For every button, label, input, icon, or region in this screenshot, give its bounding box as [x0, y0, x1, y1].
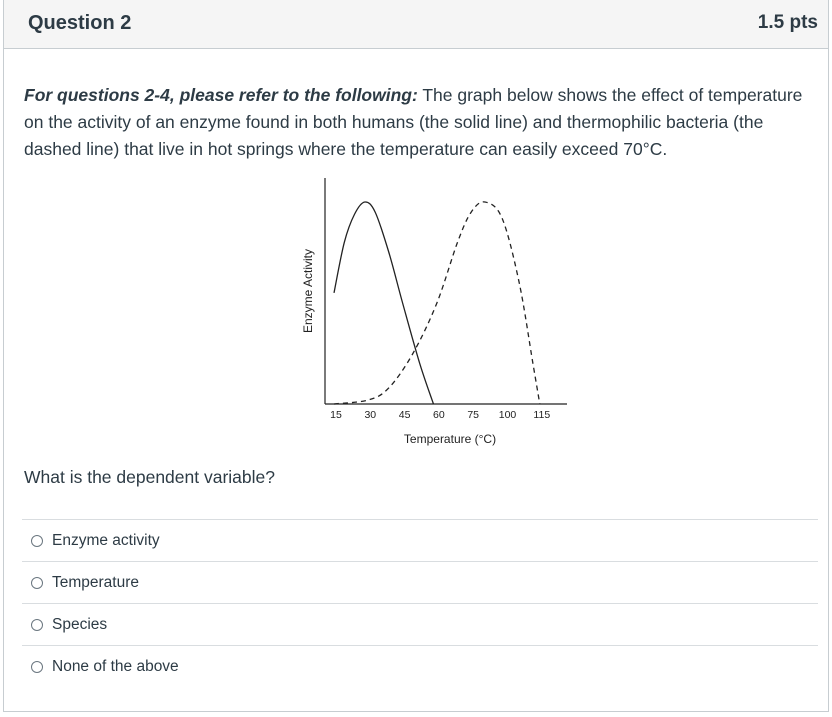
x-tick-label: 75 [467, 409, 480, 421]
x-tick-label: 45 [398, 409, 411, 421]
radio-button[interactable] [31, 619, 43, 631]
x-axis-label: Temperature (°C) [403, 432, 497, 446]
radio-button[interactable] [31, 535, 43, 547]
human-enzyme-curve [334, 202, 433, 404]
answer-option-temperature[interactable] [22, 561, 818, 603]
answer-option-enzyme-activity[interactable] [22, 519, 818, 561]
x-tick-label: 115 [533, 409, 551, 421]
question-points: 1.5 pts [757, 12, 818, 33]
prompt-text: The graph below shows the effect of temperature on the activity of an enzyme found in both humans (the solid line) and thermophilic bacteria (the dashed line) that live in hot springs where the temperature can easily exceed 70°C. [24, 85, 803, 159]
y-axis-label: Enzyme Activity [301, 248, 315, 334]
question-prompt [24, 82, 814, 163]
question-stem: What is the dependent variable? [24, 467, 275, 487]
answer-label: Temperature [52, 573, 140, 591]
question-header [4, 0, 828, 49]
answer-option-none[interactable] [22, 645, 818, 687]
enzyme-activity-graph [0, 172, 832, 462]
x-tick-label: 15 [330, 409, 342, 421]
prompt-lead: For questions 2-4, please refer to the following: [24, 85, 418, 105]
radio-button[interactable] [31, 577, 43, 589]
x-tick-label: 60 [433, 409, 445, 421]
question-title: Question 2 [28, 12, 132, 34]
answer-list [22, 519, 818, 687]
radio-button[interactable] [31, 661, 43, 673]
x-tick-labels [330, 409, 550, 421]
x-tick-label: 100 [498, 409, 517, 421]
x-tick-label: 30 [364, 409, 377, 421]
answer-label: None of the above [52, 657, 179, 675]
answer-option-species[interactable] [22, 603, 818, 645]
bacteria-enzyme-curve [334, 202, 540, 404]
answer-label: Species [52, 615, 108, 633]
answer-label: Enzyme activity [52, 531, 160, 549]
